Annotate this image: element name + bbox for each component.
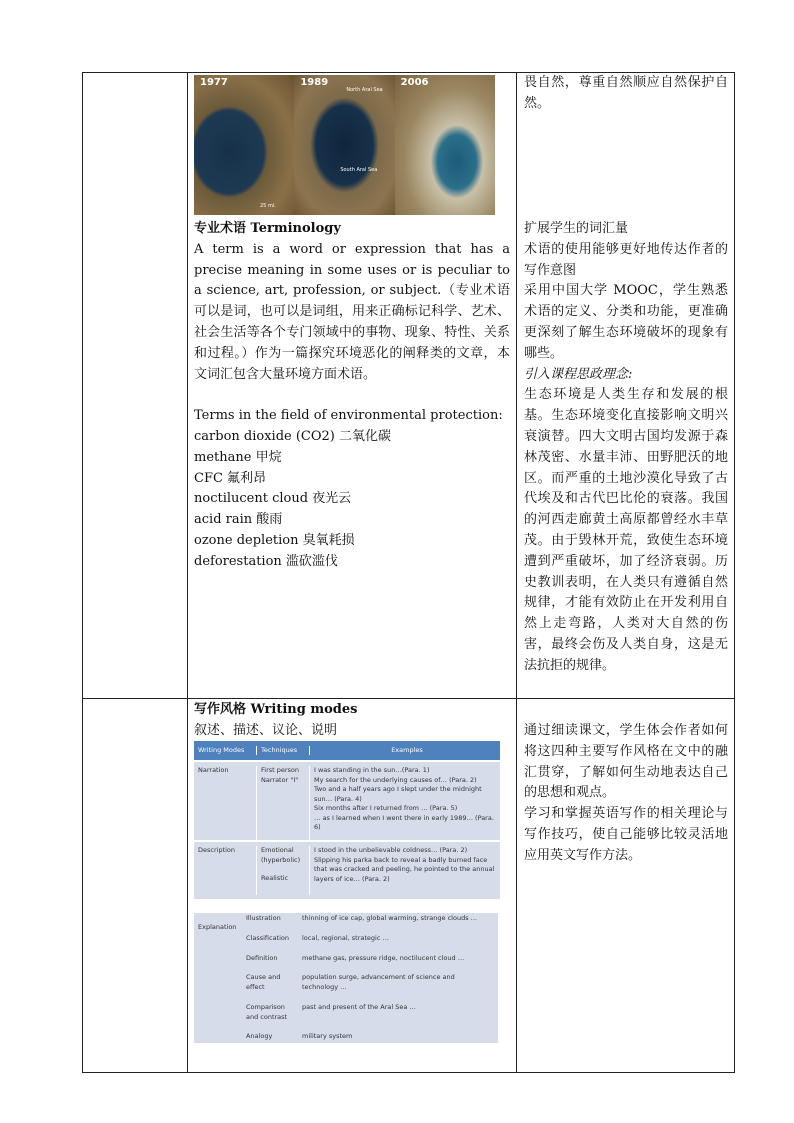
example-line: Two and a half years ago I slept under the midnight sun… (Para. 4) bbox=[314, 785, 482, 803]
writing-modes-list: 叙述、描述、议论、说明 bbox=[194, 722, 338, 738]
writing-modes-table bbox=[194, 741, 500, 899]
note-line: 畏自然，尊重自然顺应自然保护自然。 bbox=[524, 75, 728, 111]
explanation-example: military system bbox=[302, 1032, 353, 1040]
right-top-notes bbox=[524, 73, 728, 115]
explanation-row bbox=[246, 1003, 492, 1022]
header-cell: Techniques bbox=[256, 746, 309, 756]
column-divider bbox=[187, 73, 188, 1072]
north-aral-label: North Aral Sea bbox=[346, 87, 383, 93]
mode-cell: Description bbox=[198, 846, 236, 854]
example-line: I was standing in the sun…(Para. 1) bbox=[314, 766, 430, 774]
term-item: acid rain 酸雨 bbox=[194, 512, 283, 528]
explanation-example: local, regional, strategic … bbox=[302, 934, 389, 942]
explanation-example: thinning of ice cap, global warming, strange clouds … bbox=[302, 914, 478, 922]
lesson-table bbox=[82, 72, 735, 1073]
example-line: Six months after I returned from … (Para. 5) bbox=[314, 804, 458, 812]
table-row bbox=[194, 840, 500, 895]
explanation-example: past and present of the Aral Sea … bbox=[302, 1003, 416, 1011]
example-line: My search for the underlying causes of… (Para. 2) bbox=[314, 775, 477, 784]
explanation-row bbox=[246, 973, 474, 992]
year-label: 1977 bbox=[200, 77, 228, 88]
row-divider bbox=[83, 698, 734, 699]
note-paragraph: 采用中国大学 MOOC，学生熟悉术语的定义、分类和功能，更准确更深刻了解生态环境破坏的现象有哪些。 bbox=[524, 283, 728, 361]
column-divider bbox=[516, 73, 517, 1072]
right-terminology-notes bbox=[524, 219, 728, 677]
note-paragraph: 学习和掌握英语写作的相关理论与写作技巧，使自己能够比较灵活地应用英文写作方法。 bbox=[524, 806, 728, 863]
terminology-section bbox=[194, 219, 510, 573]
explanation-type: Definition bbox=[246, 954, 278, 962]
mode-cell: Narration bbox=[198, 766, 229, 774]
terminology-definition: A term is a word or expression that has a precise meaning in some uses or is peculiar to a science, art, profession, or subject.（专业术语可以是词，也可以是词组，用来正确标记科学、艺术、社会生活等各个专门领域中的事物、现象、特性、关系和过程。）作为一篇探究环境恶化的阐释类的文章，本文词汇包含大量环境方面术语。 bbox=[194, 241, 510, 382]
note-vocab: 扩展学生的词汇量 bbox=[524, 221, 629, 236]
explanation-type: Illustration bbox=[246, 914, 281, 922]
terminology-heading: 专业术语 Terminology bbox=[194, 221, 341, 236]
note-paragraph: 术语的使用能够更好地传达作者的写作意图 bbox=[524, 241, 728, 278]
example-line: Slipping his parka back to reveal a badly burned face that was cracked and peeling, he pointed to the annual layers of ice… (Para. 2) bbox=[314, 855, 495, 883]
explanation-type: Cause and effect bbox=[246, 973, 281, 991]
note-paragraph: 生态环境是人类生存和发展的根基。生态环境变化直接影响文明兴衰演替。四大文明古国均发源于森林茂密、水量丰沛、田野肥沃的地区。而严重的土地沙漠化导致了古代埃及和古代巴比伦的衰落。我国的河西走廊黄土高原都曾经水丰草茂。由于毁林开荒，致使生态环境遭到严重破坏，加了经济衰弱。历史教训表明，在人类只有遵循自然规律，才能有效防止在开发利用自然上走弯路，人类对大自然的伤害，最终会伤及人类自身，这是无法抗拒的规律。 bbox=[524, 387, 728, 673]
explanation-row bbox=[246, 934, 492, 944]
explanation-table bbox=[194, 913, 498, 1043]
right-writing-notes bbox=[524, 721, 728, 867]
term-item: CFC 氟利昂 bbox=[194, 470, 267, 486]
explanation-example: methane gas, pressure ridge, noctilucent cloud … bbox=[302, 954, 465, 962]
explanation-row bbox=[246, 914, 492, 924]
example-line: I stood in the unbelievable coldness… (Para. 2) bbox=[314, 846, 468, 854]
ideology-label: 引入课程思政理念: bbox=[524, 366, 633, 382]
technique-cell: First person Narrator "I" bbox=[256, 766, 309, 840]
aral-sea-satellite-image bbox=[194, 75, 495, 215]
examples-cell bbox=[309, 766, 500, 840]
terms-field-title: Terms in the field of environmental protection: bbox=[194, 408, 503, 424]
table-header bbox=[194, 741, 500, 760]
examples-cell bbox=[309, 846, 500, 895]
explanation-label: Explanation bbox=[198, 923, 237, 931]
header-cell: Writing Modes bbox=[198, 745, 245, 754]
explanation-type: Analogy bbox=[246, 1032, 273, 1040]
year-label: 1989 bbox=[300, 77, 329, 88]
technique-line: Emotional (hyperbolic) bbox=[261, 846, 301, 864]
table-row bbox=[194, 760, 500, 840]
south-aral-label: South Aral Sea bbox=[340, 167, 378, 173]
term-item: carbon dioxide (CO2) 二氧化碳 bbox=[194, 428, 391, 444]
explanation-row bbox=[246, 954, 492, 964]
writing-heading: 写作风格 Writing modes bbox=[194, 702, 358, 717]
explanation-type: Comparison and contrast bbox=[246, 1003, 288, 1021]
note-paragraph: 通过细读课文，学生体会作者如何将这四种主要写作风格在文中的融汇贯穿，了解如何生动地表达自己的思想和观点。 bbox=[524, 723, 728, 801]
year-label: 2006 bbox=[400, 77, 429, 88]
header-cell: Examples bbox=[309, 746, 500, 756]
technique-cell bbox=[256, 846, 309, 895]
explanation-type: Classification bbox=[246, 934, 290, 942]
term-item: methane 甲烷 bbox=[194, 449, 282, 465]
explanation-row bbox=[246, 1032, 492, 1042]
term-item: noctilucent cloud 夜光云 bbox=[194, 491, 352, 507]
explanation-example: population surge, advancement of science and technology … bbox=[302, 973, 455, 991]
technique-line: Realistic bbox=[261, 874, 289, 882]
example-line: … as I learned when I went there in early 1989… (Para. 6) bbox=[314, 813, 494, 831]
writing-modes-section bbox=[194, 700, 510, 742]
term-item: ozone depletion 臭氧耗损 bbox=[194, 532, 355, 548]
term-item: deforestation 滥砍滥伐 bbox=[194, 553, 338, 569]
scale-label: 25 mi. bbox=[260, 203, 276, 209]
